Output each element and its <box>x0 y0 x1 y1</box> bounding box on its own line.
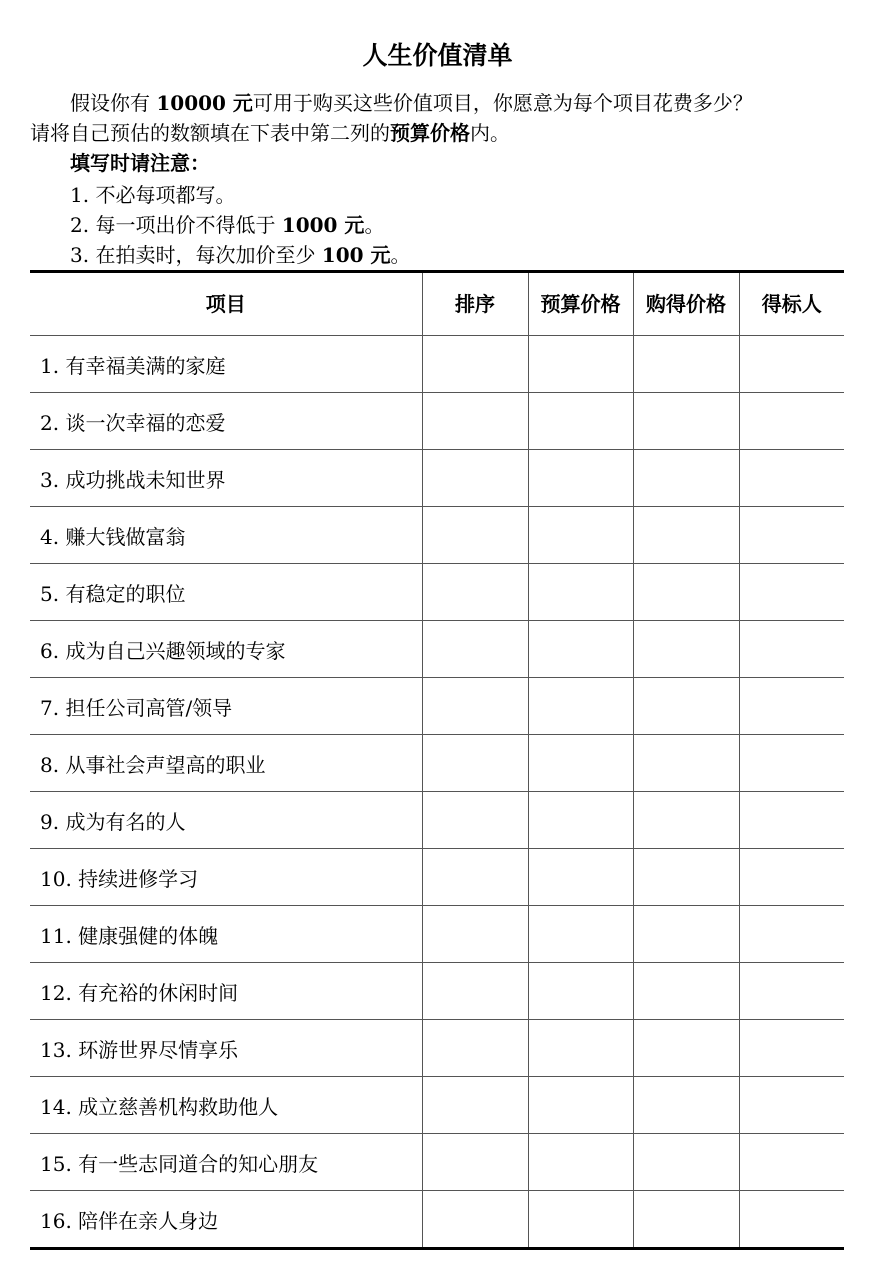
winner-cell[interactable] <box>739 963 844 1020</box>
budget-price-cell[interactable] <box>528 792 633 849</box>
header-purchase-price-label: 购得价格 <box>646 292 726 316</box>
purchase-price-cell[interactable] <box>633 1134 739 1191</box>
item-label: 12. 有充裕的休闲时间 <box>30 963 422 1020</box>
winner-cell[interactable] <box>739 1191 844 1249</box>
budget-price-cell[interactable] <box>528 336 633 393</box>
winner-cell[interactable] <box>739 1134 844 1191</box>
winner-cell[interactable] <box>739 507 844 564</box>
budget-price-cell[interactable] <box>528 393 633 450</box>
budget-price-cell[interactable] <box>528 564 633 621</box>
rule-amount: 100 元 <box>321 243 391 267</box>
purchase-price-cell[interactable] <box>633 1020 739 1077</box>
rank-cell[interactable] <box>422 564 528 621</box>
purchase-price-cell[interactable] <box>633 849 739 906</box>
table-row <box>30 1020 844 1077</box>
budget-price-cell[interactable] <box>528 906 633 963</box>
budget-price-cell[interactable] <box>528 450 633 507</box>
rank-cell[interactable] <box>422 450 528 507</box>
item-label: 15. 有一些志同道合的知心朋友 <box>30 1134 422 1191</box>
header-budget-price <box>528 272 633 336</box>
rank-cell[interactable] <box>422 792 528 849</box>
budget-price-cell[interactable] <box>528 963 633 1020</box>
winner-cell[interactable] <box>739 735 844 792</box>
item-label: 9. 成为有名的人 <box>30 792 422 849</box>
item-label: 2. 谈一次幸福的恋爱 <box>30 393 422 450</box>
item-label: 11. 健康强健的体魄 <box>30 906 422 963</box>
rank-cell[interactable] <box>422 507 528 564</box>
table-row <box>30 507 844 564</box>
purchase-price-cell[interactable] <box>633 678 739 735</box>
header-rank: 排序 <box>422 272 528 336</box>
rule-amount: 1000 元 <box>281 213 365 237</box>
header-item: 项目 <box>30 272 422 336</box>
purchase-price-cell[interactable] <box>633 450 739 507</box>
budget-price-cell[interactable] <box>528 507 633 564</box>
intro-text: 可用于购买这些价值项目，你愿意为每个项目花费多少？ <box>252 91 753 115</box>
item-label: 16. 陪伴在亲人身边 <box>30 1191 422 1249</box>
rule-text: 2. 每一项出价不得低于 <box>70 213 282 237</box>
budget-price-cell[interactable] <box>528 849 633 906</box>
item-label: 8. 从事社会声望高的职业 <box>30 735 422 792</box>
rank-cell[interactable] <box>422 678 528 735</box>
winner-cell[interactable] <box>739 450 844 507</box>
rule-text: 。 <box>390 243 411 267</box>
budget-price-cell[interactable] <box>528 735 633 792</box>
table-row <box>30 1191 844 1249</box>
purchase-price-cell[interactable] <box>633 1191 739 1249</box>
rank-cell[interactable] <box>422 1020 528 1077</box>
winner-cell[interactable] <box>739 336 844 393</box>
table-row <box>30 1134 844 1191</box>
notes-heading: 填写时请注意： <box>70 151 210 175</box>
intro-text: 请将自己预估的数额填在下表中第二列的 <box>30 121 390 145</box>
table-row <box>30 336 844 393</box>
intro-budget-term: 预算价格 <box>390 121 470 145</box>
table-row <box>30 849 844 906</box>
rank-cell[interactable] <box>422 735 528 792</box>
table-row <box>30 1077 844 1134</box>
purchase-price-cell[interactable] <box>633 906 739 963</box>
purchase-price-cell[interactable] <box>633 564 739 621</box>
item-label: 14. 成立慈善机构救助他人 <box>30 1077 422 1134</box>
budget-price-cell[interactable] <box>528 621 633 678</box>
intro-amount: 10000 元 <box>156 91 253 115</box>
winner-cell[interactable] <box>739 792 844 849</box>
rank-cell[interactable] <box>422 621 528 678</box>
table-row <box>30 393 844 450</box>
table-row <box>30 963 844 1020</box>
table-row <box>30 621 844 678</box>
rank-cell[interactable] <box>422 849 528 906</box>
value-auction-table <box>30 270 844 1250</box>
item-label: 1. 有幸福美满的家庭 <box>30 336 422 393</box>
winner-cell[interactable] <box>739 621 844 678</box>
rank-cell[interactable] <box>422 963 528 1020</box>
rule-1: 1. 不必每项都写。 <box>70 183 236 207</box>
table-row <box>30 450 844 507</box>
purchase-price-cell[interactable] <box>633 792 739 849</box>
item-label: 13. 环游世界尽情享乐 <box>30 1020 422 1077</box>
purchase-price-cell[interactable] <box>633 507 739 564</box>
header-purchase-price <box>633 272 739 336</box>
item-label: 4. 赚大钱做富翁 <box>30 507 422 564</box>
winner-cell[interactable] <box>739 849 844 906</box>
winner-cell[interactable] <box>739 564 844 621</box>
rule-text: 3. 在拍卖时，每次加价至少 <box>70 243 322 267</box>
item-label: 10. 持续进修学习 <box>30 849 422 906</box>
budget-price-cell[interactable] <box>528 1020 633 1077</box>
header-winner: 得标人 <box>739 272 844 336</box>
intro-line-2 <box>30 118 510 148</box>
intro-text: 假设你有 <box>70 91 157 115</box>
rank-cell[interactable] <box>422 1191 528 1249</box>
item-label: 6. 成为自己兴趣领域的专家 <box>30 621 422 678</box>
intro-line-1 <box>70 88 753 118</box>
item-label: 5. 有稳定的职位 <box>30 564 422 621</box>
rank-cell[interactable] <box>422 1134 528 1191</box>
winner-cell[interactable] <box>739 1020 844 1077</box>
winner-cell[interactable] <box>739 678 844 735</box>
table-row <box>30 564 844 621</box>
header-budget-price-label: 预算价格 <box>540 292 621 316</box>
intro-text: 内。 <box>470 121 510 145</box>
page-title: 人生价值清单 <box>362 41 513 70</box>
winner-cell[interactable] <box>739 393 844 450</box>
budget-price-cell[interactable] <box>528 678 633 735</box>
rule-text: 。 <box>364 213 385 237</box>
item-label: 3. 成功挑战未知世界 <box>30 450 422 507</box>
winner-cell[interactable] <box>739 1077 844 1134</box>
rank-cell[interactable] <box>422 393 528 450</box>
table-row <box>30 678 844 735</box>
purchase-price-cell[interactable] <box>633 735 739 792</box>
purchase-price-cell[interactable] <box>633 1077 739 1134</box>
rank-cell[interactable] <box>422 906 528 963</box>
table-header-row <box>30 272 844 336</box>
item-label: 7. 担任公司高管/领导 <box>30 678 422 735</box>
rule-2 <box>70 210 384 240</box>
budget-price-cell[interactable] <box>528 1077 633 1134</box>
budget-price-cell[interactable] <box>528 1134 633 1191</box>
table-row <box>30 906 844 963</box>
rank-cell[interactable] <box>422 1077 528 1134</box>
purchase-price-cell[interactable] <box>633 393 739 450</box>
rank-cell[interactable] <box>422 336 528 393</box>
purchase-price-cell[interactable] <box>633 336 739 393</box>
purchase-price-cell[interactable] <box>633 963 739 1020</box>
purchase-price-cell[interactable] <box>633 621 739 678</box>
winner-cell[interactable] <box>739 906 844 963</box>
rule-3 <box>70 240 411 270</box>
budget-price-cell[interactable] <box>528 1191 633 1249</box>
table-row <box>30 735 844 792</box>
table-row <box>30 792 844 849</box>
